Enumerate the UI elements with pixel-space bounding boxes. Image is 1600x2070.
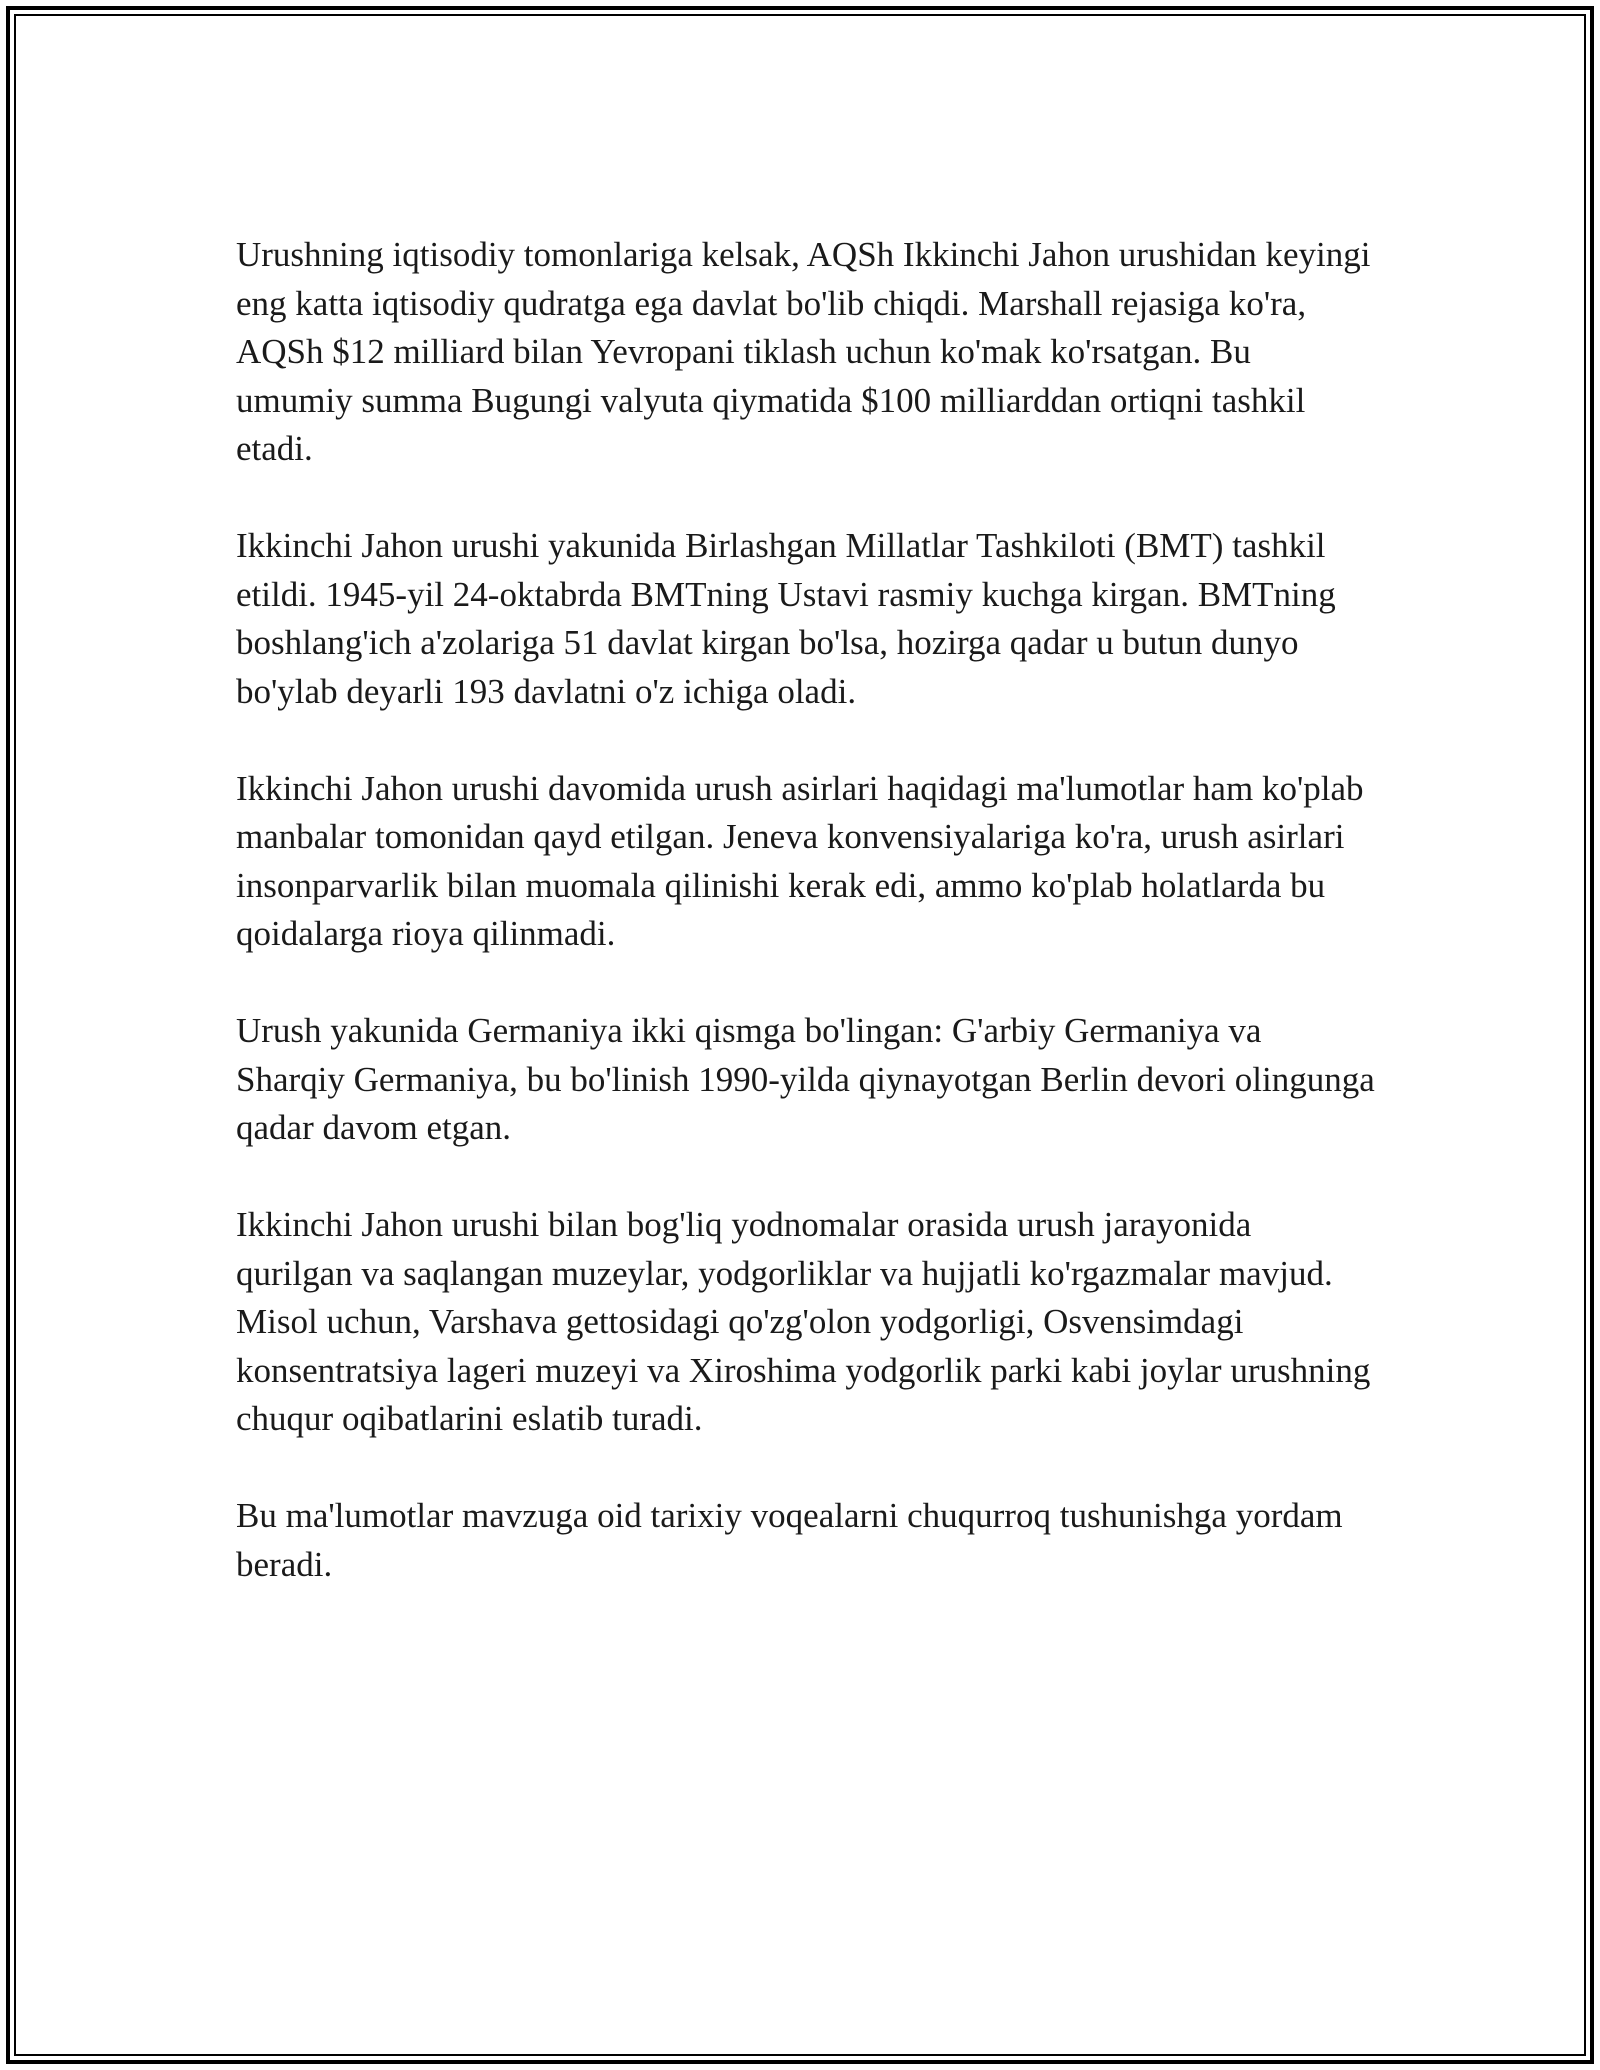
paragraph-memorials: Ikkinchi Jahon urushi bilan bog'liq yodnomalar orasida urush jarayonida qurilgan va saqlangan muzeylar, yodgorliklar va hujjatli ko'rgazmalar mavjud. Misol uchun, Varshava gettosidagi qo'zg'olon yodgorligi, Osvensimdagi konsentratsiya lageri muzeyi va Xiroshima yodgorlik parki kabi joylar urushning chuqur oqibatlarini eslatib turadi. bbox=[236, 1205, 1371, 1438]
paragraph-un: Ikkinchi Jahon urushi yakunida Birlashgan Millatlar Tashkiloti (BMT) tashkil etildi. 1945-yil 24-oktabrda BMTning Ustavi rasmiy kuchga kirgan. BMTning boshlang'ich a'zolariga 51 davlat kirgan bo'lsa, hozirga qadar u butun dunyo bo'ylab deyarli 193 davlatni o'z ichiga oladi. bbox=[236, 526, 1336, 711]
paragraph-conclusion: Bu ma'lumotlar mavzuga oid tarixiy voqealarni chuqurroq tushunishga yordam beradi. bbox=[236, 1496, 1343, 1584]
paragraph-germany: Urush yakunida Germaniya ikki qismga bo'lingan: G'arbiy Germaniya va Sharqiy Germaniya, bu bo'linish 1990-yilda qiynayotgan Berlin devori olingunga qadar davom etgan. bbox=[236, 1011, 1375, 1147]
paragraph-economy: Urushning iqtisodiy tomonlariga kelsak, AQSh Ikkinchi Jahon urushidan keyingi eng katta iqtisodiy qudratga ega davlat bo'lib chiqdi. Marshall rejasiga ko'ra, AQSh $12 milliard bilan Yevropani tiklash uchun ko'mak ko'rsatgan. Bu umumiy summa Bugungi valyuta qiymatida $100 milliarddan ortiqni tashkil etadi. bbox=[236, 235, 1371, 468]
document-body bbox=[236, 231, 1376, 1638]
paragraph-prisoners: Ikkinchi Jahon urushi davomida urush asirlari haqidagi ma'lumotlar ham ko'plab manbalar tomonidan qayd etilgan. Jeneva konvensiyalariga ko'ra, urush asirlari insonparvarlik bilan muomala qilinishi kerak edi, ammo ko'plab holatlarda bu qoidalarga rioya qilinmadi. bbox=[236, 768, 1364, 953]
